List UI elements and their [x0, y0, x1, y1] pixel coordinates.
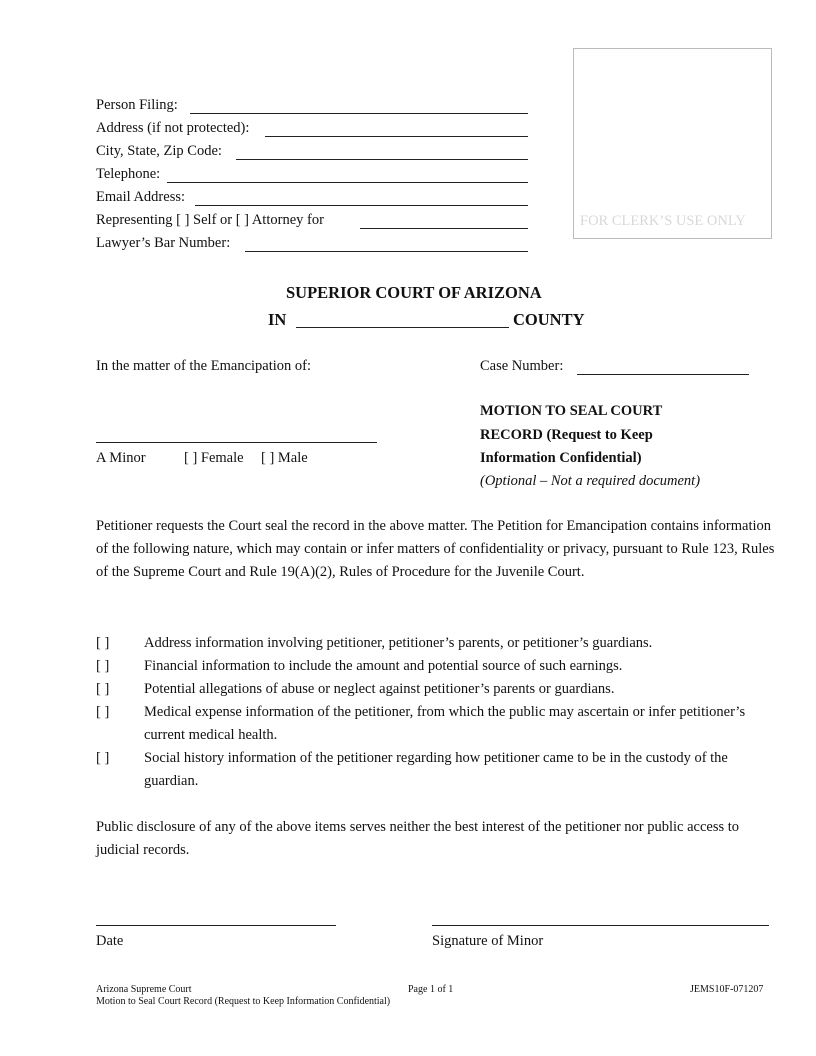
- minor-signature-field[interactable]: [432, 925, 769, 926]
- minor-name-field[interactable]: [96, 442, 377, 443]
- person-filing-field[interactable]: [190, 113, 528, 114]
- county-name-field[interactable]: [296, 327, 509, 328]
- attorney-for-field[interactable]: [360, 228, 528, 229]
- clerk-use-label: FOR CLERK’S USE ONLY: [580, 213, 746, 229]
- telephone-field[interactable]: [167, 182, 528, 183]
- case-number-label: Case Number:: [480, 358, 564, 374]
- closing-paragraph: Public disclosure of any of the above items serves neither the best interest of the petitioner nor public access to judicial records.: [96, 819, 740, 858]
- optional-note: (Optional – Not a required document): [480, 473, 701, 489]
- person-filing-label: Person Filing:: [96, 97, 178, 113]
- address-field[interactable]: [265, 136, 528, 137]
- item-checkbox-4[interactable]: [ ]: [96, 704, 110, 720]
- city-state-zip-field[interactable]: [236, 159, 528, 160]
- date-label: Date: [96, 933, 124, 949]
- address-label: Address (if not protected):: [96, 120, 250, 136]
- item-checkbox-5[interactable]: [ ]: [96, 750, 110, 766]
- telephone-label: Telephone:: [96, 166, 161, 182]
- minor-label: A Minor: [96, 450, 146, 466]
- intro-paragraph: Petitioner requests the Court seal the record in the above matter. The Petition for Emancipation contains information of the following nature, which may contain or infer matters of confidentiality or privacy, pursuant to Rule 123, Rules of the Supreme Court and Rule 19(A)(2), Rules of Procedure for the Juvenile Court.: [96, 518, 775, 580]
- matter-label: In the matter of the Emancipation of:: [96, 358, 312, 374]
- female-checkbox[interactable]: [ ] Female: [184, 450, 244, 466]
- clerk-use-box: [573, 48, 772, 239]
- item-text-5: Social history information of the petitioner regarding how petitioner came to be in the custody of the guardian.: [144, 750, 728, 789]
- motion-title-line3: Information Confidential): [480, 450, 642, 466]
- city-state-zip-label: City, State, Zip Code:: [96, 143, 222, 159]
- footer-org: Arizona Supreme Court: [96, 984, 192, 995]
- email-field[interactable]: [195, 205, 528, 206]
- item-text-3: Potential allegations of abuse or neglect against petitioner’s parents or guardians.: [144, 681, 615, 697]
- item-text-1: Address information involving petitioner, petitioner’s parents, or petitioner’s guardians.: [144, 635, 653, 651]
- male-checkbox[interactable]: [ ] Male: [261, 450, 308, 466]
- bar-number-field[interactable]: [245, 251, 528, 252]
- motion-title-line2: RECORD (Request to Keep: [480, 427, 653, 443]
- court-county-label: COUNTY: [513, 310, 585, 329]
- item-checkbox-3[interactable]: [ ]: [96, 681, 110, 697]
- court-in-label: IN: [268, 310, 287, 329]
- motion-title-line1: MOTION TO SEAL COURT: [480, 403, 663, 419]
- item-checkbox-2[interactable]: [ ]: [96, 658, 110, 674]
- item-text-2: Financial information to include the amount and potential source of such earnings.: [144, 658, 623, 674]
- court-title: SUPERIOR COURT OF ARIZONA: [286, 283, 542, 302]
- date-field[interactable]: [96, 925, 336, 926]
- footer-form-title: Motion to Seal Court Record (Request to Keep Information Confidential): [96, 996, 391, 1007]
- email-label: Email Address:: [96, 189, 186, 205]
- representing-label: Representing [ ] Self or [ ] Attorney for: [96, 212, 324, 228]
- minor-signature-label: Signature of Minor: [432, 933, 544, 949]
- footer-form-code: JEMS10F-071207: [690, 984, 764, 995]
- bar-number-label: Lawyer’s Bar Number:: [96, 235, 231, 251]
- footer-page-number: Page 1 of 1: [408, 984, 454, 995]
- item-checkbox-1[interactable]: [ ]: [96, 635, 110, 651]
- item-text-4: Medical expense information of the petitioner, from which the public may ascertain or infer petitioner’s current medical health.: [144, 704, 746, 743]
- case-number-field[interactable]: [577, 374, 749, 375]
